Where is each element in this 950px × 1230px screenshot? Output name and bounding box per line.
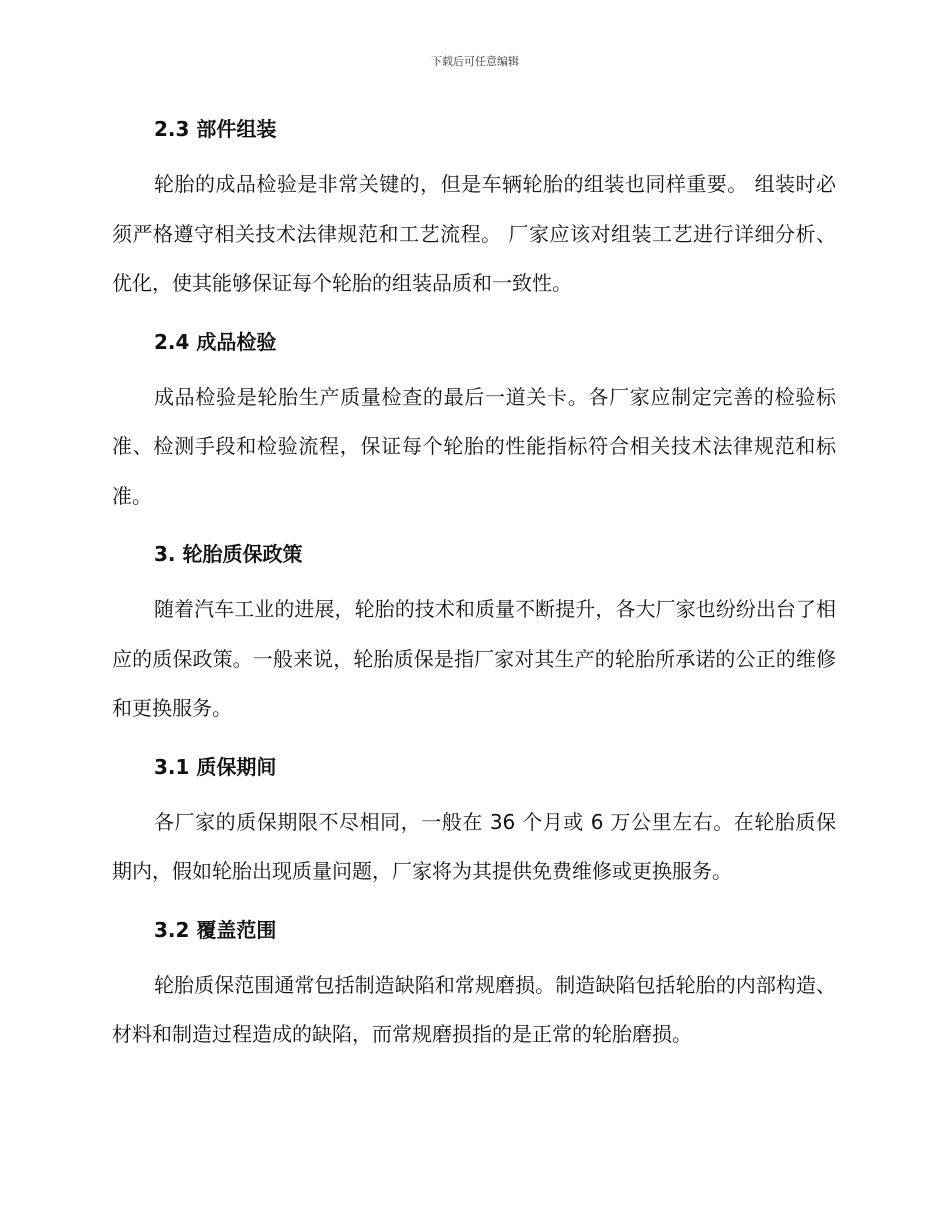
section-heading: 3.1 质保期间 (154, 754, 277, 779)
section-heading: 3.2 覆盖范围 (154, 917, 277, 942)
section-heading: 3. 轮胎质保政策 (154, 542, 303, 566)
section-paragraph: 轮胎质保范围通常包括制造缺陷和常规磨损。制造缺陷包括轮胎的内部构造、材料和制造过程造成的缺陷，而常规磨损指的是正常的轮胎磨损。 (112, 972, 836, 1046)
section-paragraph: 成品检验是轮胎生产质量检查的最后一道关卡。各厂家应制定完善的检验标准、检测手段和检验流程，保证每个轮胎的性能指标符合相关技术法律规范和标准。 (112, 384, 836, 508)
section-paragraph: 各厂家的质保期限不尽相同，一般在 36 个月或 6 万公里左右。在轮胎质保期内，假如轮胎出现质量问题，厂家将为其提供免费维修或更换服务。 (112, 809, 836, 883)
section-paragraph: 轮胎的成品检验是非常关键的，但是车辆轮胎的组装也同样重要。 组装时必须严格遵守相关技术法律规范和工艺流程。 厂家应该对组装工艺进行详细分析、优化，使其能够保证每个轮胎的组装品质和一致性。 (112, 172, 836, 295)
section-heading: 2.3 部件组装 (154, 117, 277, 141)
page-header-note: 下载后可任意编辑 (431, 55, 519, 68)
section-heading: 2.4 成品检验 (154, 329, 277, 354)
document-body (112, 110, 836, 1060)
section-paragraph: 随着汽车工业的进展，轮胎的技术和质量不断提升，各大厂家也纷纷出台了相应的质保政策。一般来说，轮胎质保是指厂家对其生产的轮胎所承诺的公正的维修和更换服务。 (112, 597, 836, 720)
